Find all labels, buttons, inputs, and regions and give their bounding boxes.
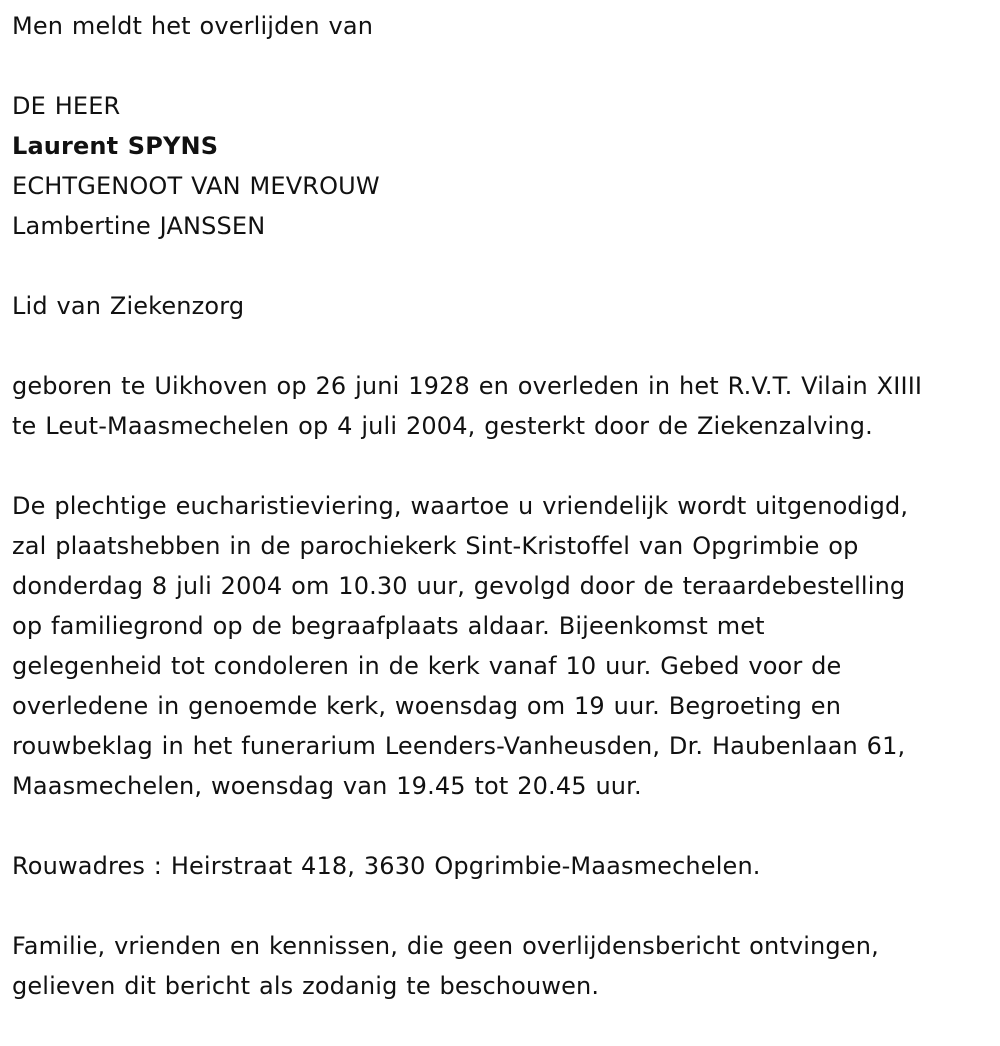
paragraph-line: gelieven dit bericht als zodanig te beschouwen.	[12, 972, 600, 1000]
relation-text: ECHTGENOOT VAN MEVROUW	[12, 172, 380, 200]
spacer	[12, 246, 990, 286]
paragraph-line: Maasmechelen, woensdag van 19.45 tot 20.45 uur.	[12, 772, 642, 800]
paragraph-line: op familiegrond op de begraafplaats aldaar. Bijeenkomst met	[12, 612, 765, 640]
closing-paragraph	[12, 926, 990, 1006]
mourning-address: Rouwadres : Heirstraat 418, 3630 Opgrimbie-Maasmechelen.	[12, 852, 761, 880]
paragraph-line: De plechtige eucharistieviering, waartoe u vriendelijk wordt uitgenodigd,	[12, 492, 909, 520]
spouse-name: Lambertine JANSSEN	[12, 212, 266, 240]
deceased-name: Laurent SPYNS	[12, 132, 219, 160]
paragraph-line: geboren te Uikhoven op 26 juni 1928 en overleden in het R.V.T. Vilain XIIII	[12, 372, 923, 400]
intro-text: Men meldt het overlijden van	[12, 12, 374, 40]
birth-death-paragraph	[12, 366, 990, 446]
paragraph-line: rouwbeklag in het funerarium Leenders-Vanheusden, Dr. Haubenlaan 61,	[12, 732, 906, 760]
paragraph-line: donderdag 8 juli 2004 om 10.30 uur, gevolgd door de teraardebestelling	[12, 572, 906, 600]
spacer	[12, 326, 990, 366]
spacer	[12, 806, 990, 846]
spacer	[12, 886, 990, 926]
paragraph-line: te Leut-Maasmechelen op 4 juli 2004, gesterkt door de Ziekenzalving.	[12, 412, 873, 440]
ceremony-paragraph	[12, 486, 990, 806]
paragraph-line: overledene in genoemde kerk, woensdag om 19 uur. Begroeting en	[12, 692, 842, 720]
spacer	[12, 446, 990, 486]
paragraph-line: gelegenheid tot condoleren in de kerk vanaf 10 uur. Gebed voor de	[12, 652, 842, 680]
membership-text: Lid van Ziekenzorg	[12, 292, 245, 320]
spacer	[12, 46, 990, 86]
paragraph-line: Familie, vrienden en kennissen, die geen overlijdensbericht ontvingen,	[12, 932, 879, 960]
paragraph-line: zal plaatshebben in de parochiekerk Sint-Kristoffel van Opgrimbie op	[12, 532, 859, 560]
title-prefix: DE HEER	[12, 92, 121, 120]
